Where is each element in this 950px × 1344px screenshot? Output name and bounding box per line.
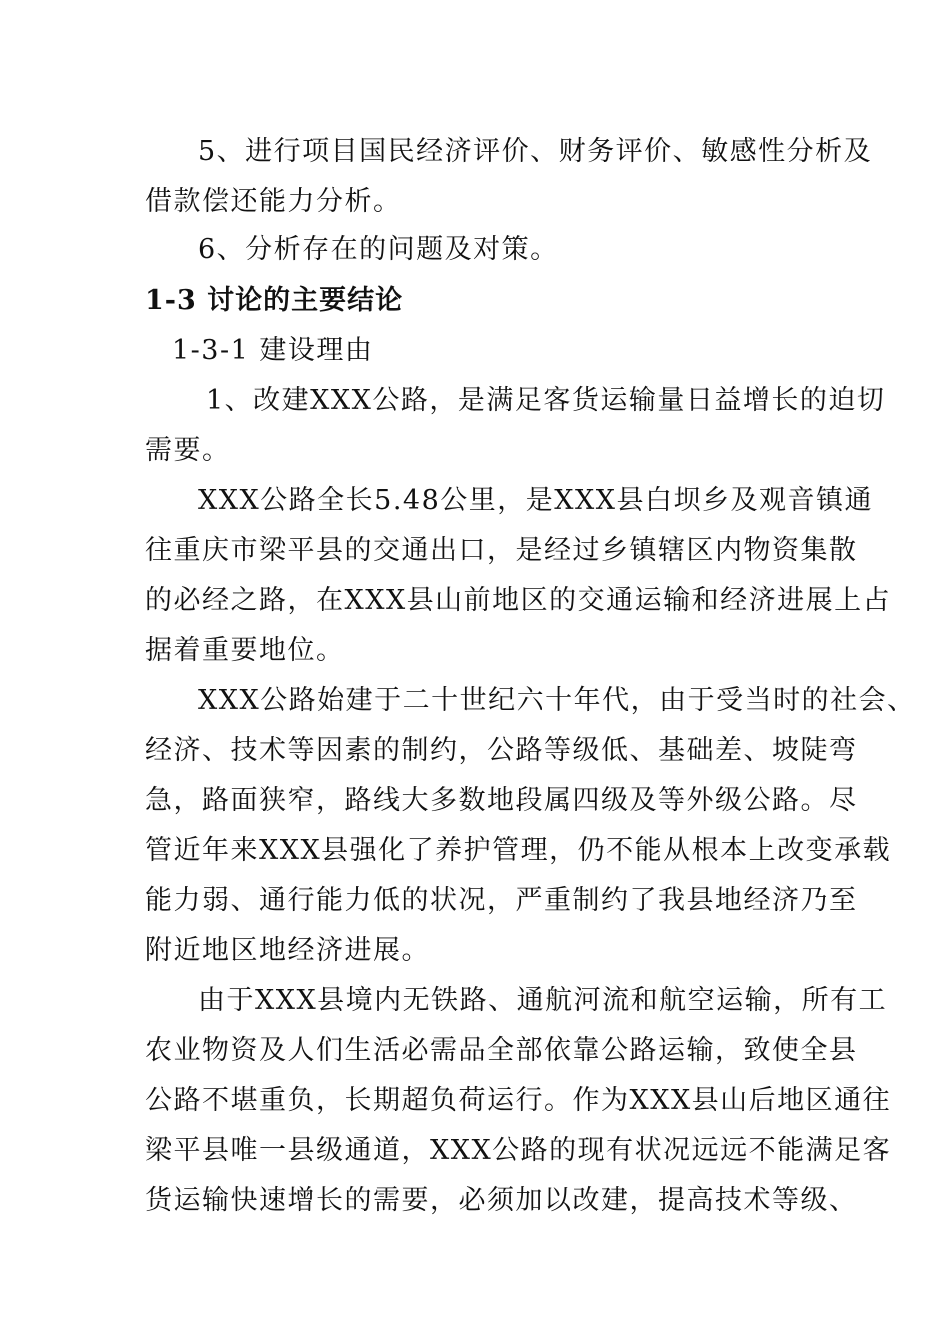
paragraph-line: 附近地区地经济进展。 bbox=[145, 935, 430, 966]
paragraph-line: 梁平县唯一县级通道，XXX公路的现有状况远远不能满足客 bbox=[145, 1135, 892, 1166]
paragraph-line: 货运输快速增长的需要，必须加以改建，提高技术等级、 bbox=[145, 1185, 858, 1216]
paragraph-line: XXX公路始建于二十世纪六十年代，由于受当时的社会、 bbox=[198, 685, 916, 716]
paragraph-line: 农业物资及人们生活必需品全部依靠公路运输，致使全县 bbox=[145, 1035, 858, 1066]
paragraph-line: 据着重要地位。 bbox=[145, 635, 345, 666]
paragraph-line: XXX公路全长5.48公里，是XXX县白坝乡及观音镇通 bbox=[198, 485, 873, 516]
paragraph-line: 急，路面狭窄，路线大多数地段属四级及等外级公路。尽 bbox=[145, 785, 858, 816]
subsection-heading: 1-3-1 建设理由 bbox=[172, 335, 374, 366]
list-item: 5、进行项目国民经济评价、财务评价、敏感性分析及 bbox=[198, 136, 873, 167]
paragraph-line: 能力弱、通行能力低的状况，严重制约了我县地经济乃至 bbox=[145, 885, 858, 916]
paragraph-line: 管近年来XXX县强化了养护管理，仍不能从根本上改变承载 bbox=[145, 835, 892, 866]
paragraph-line: 经济、技术等因素的制约，公路等级低、基础差、坡陡弯 bbox=[145, 735, 858, 766]
paragraph-line: 往重庆市梁平县的交通出口，是经过乡镇辖区内物资集散 bbox=[145, 535, 858, 566]
list-item: 6、分析存在的问题及对策。 bbox=[198, 234, 559, 265]
paragraph-line: 由于XXX县境内无铁路、通航河流和航空运输，所有工 bbox=[198, 985, 888, 1016]
paragraph-line: 需要。 bbox=[145, 435, 231, 466]
list-item: 借款偿还能力分析。 bbox=[145, 186, 402, 217]
paragraph-line: 公路不堪重负，长期超负荷运行。作为XXX县山后地区通往 bbox=[145, 1085, 892, 1116]
paragraph-line: 的必经之路，在XXX县山前地区的交通运输和经济进展上占 bbox=[145, 585, 892, 616]
section-heading: 1-3 讨论的主要结论 bbox=[145, 285, 404, 316]
paragraph-line: 1、改建XXX公路，是满足客货运输量日益增长的迫切 bbox=[206, 385, 886, 416]
